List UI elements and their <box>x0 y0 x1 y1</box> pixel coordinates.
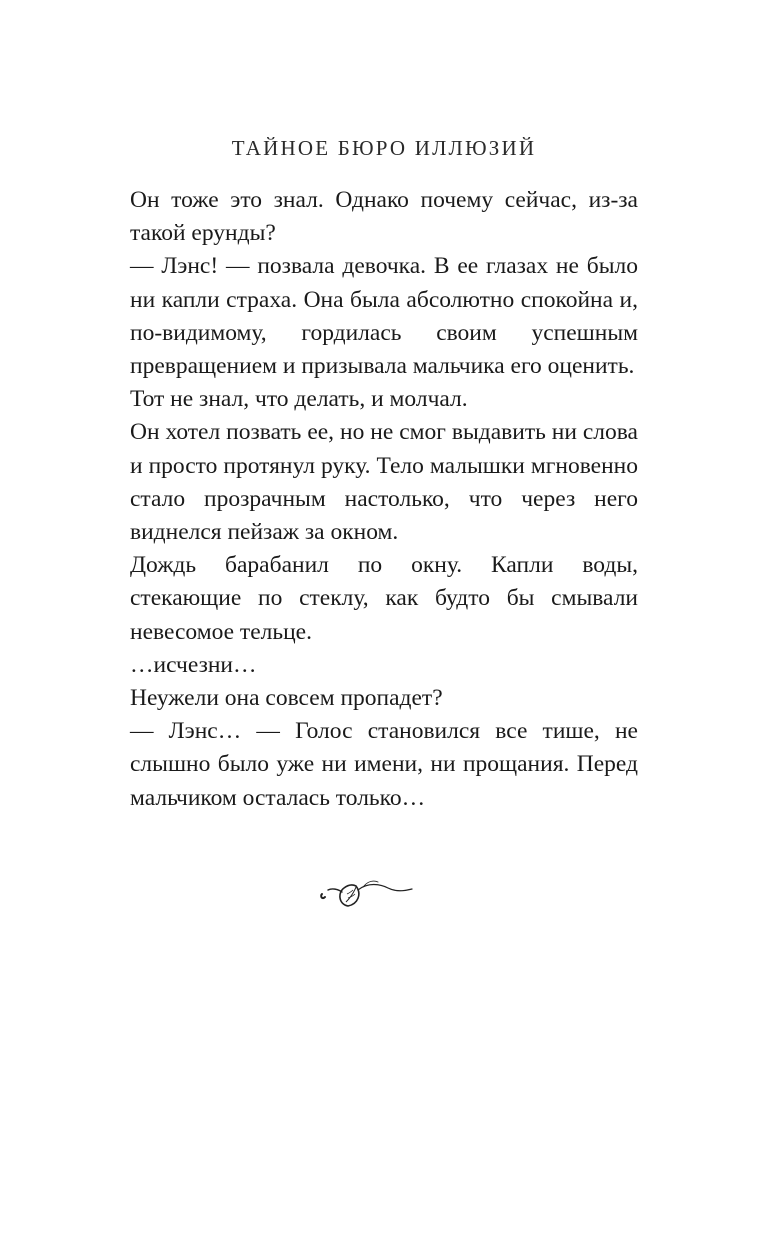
paragraph: Он хотел позвать ее, но не смог выдавить ни слова и просто протянул руку. Тело малышки мгновенно стало прозрачным настолько, что через него виднелся пейзаж за окном. <box>130 419 638 546</box>
paragraph: — Лэнс! — позвала девочка. В ее глазах не было ни капли страха. Она была абсолютно спокойна и, по-видимому, гордилась своим успешным превращением и призывала мальчика его оценить. <box>130 253 638 380</box>
running-header: ТАЙНОЕ БЮРО ИЛЛЮЗИЙ <box>231 136 537 160</box>
body-text <box>130 184 638 815</box>
paragraph: Неужели она совсем пропадет? <box>130 685 443 712</box>
paragraph: …исчезни… <box>130 651 257 678</box>
paragraph: Он тоже это знал. Однако почему сейчас, из-за такой ерунды? <box>130 187 638 247</box>
paragraph: Тот не знал, что делать, и молчал. <box>130 386 468 413</box>
paragraph: — Лэнс… — Голос становился все тише, не слышно было уже ни имени, ни прощания. Перед мальчиком осталась только… <box>130 718 638 811</box>
paragraph: Дождь барабанил по окну. Капли воды, стекающие по стеклу, как будто бы смывали невесомое тельце. <box>130 552 638 645</box>
leaf-ornament-icon <box>318 874 414 914</box>
